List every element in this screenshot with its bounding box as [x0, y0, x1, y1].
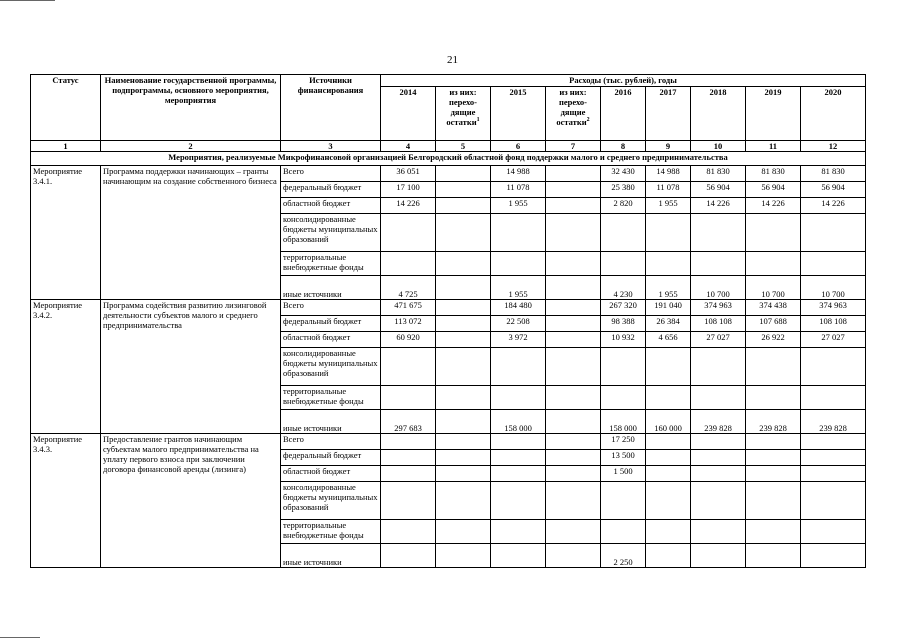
- amount-cell: [381, 544, 436, 568]
- year-2014-header: 2014: [381, 87, 436, 141]
- amount-cell: [601, 214, 646, 252]
- measure-status: Мероприятие 3.4.3.: [31, 434, 101, 568]
- year-2016-header: 2016: [601, 87, 646, 141]
- amount-cell: [546, 276, 601, 300]
- amount-cell: [546, 544, 601, 568]
- amount-cell: 22 508: [491, 316, 546, 332]
- amount-cell: 297 683: [381, 410, 436, 434]
- amount-cell: [436, 466, 491, 482]
- amount-cell: [381, 214, 436, 252]
- amount-cell: [381, 520, 436, 544]
- amount-cell: [491, 386, 546, 410]
- amount-cell: 1 955: [646, 198, 691, 214]
- amount-cell: [691, 450, 746, 466]
- amount-cell: [546, 434, 601, 450]
- amount-cell: [646, 520, 691, 544]
- funding-source: Всего: [281, 300, 381, 316]
- funding-source: областной бюджет: [281, 198, 381, 214]
- amount-cell: 11 078: [646, 182, 691, 198]
- amount-cell: [381, 252, 436, 276]
- funding-source: иные источники: [281, 544, 381, 568]
- amount-cell: [691, 386, 746, 410]
- amount-cell: [646, 450, 691, 466]
- amount-cell: 4 725: [381, 276, 436, 300]
- amount-cell: 374 438: [746, 300, 801, 316]
- amount-cell: 27 027: [801, 332, 866, 348]
- amount-cell: 1 955: [646, 276, 691, 300]
- budget-table: [30, 74, 866, 568]
- year-2015-header: 2015: [491, 87, 546, 141]
- amount-cell: 81 830: [746, 166, 801, 182]
- amount-cell: [546, 466, 601, 482]
- amount-cell: [491, 466, 546, 482]
- amount-cell: [601, 252, 646, 276]
- column-number: 7: [546, 141, 601, 152]
- amount-cell: 98 388: [601, 316, 646, 332]
- amount-cell: [491, 214, 546, 252]
- year-2017-header: 2017: [646, 87, 691, 141]
- amount-cell: [801, 434, 866, 450]
- amount-cell: [546, 300, 601, 316]
- amount-cell: 2 250: [601, 544, 646, 568]
- amount-cell: 10 932: [601, 332, 646, 348]
- amount-cell: 107 688: [746, 316, 801, 332]
- amount-cell: [801, 466, 866, 482]
- amount-cell: 81 830: [801, 166, 866, 182]
- amount-cell: [546, 332, 601, 348]
- funding-source: консолидированные бюджеты муниципальных образований: [281, 482, 381, 520]
- amount-cell: [546, 198, 601, 214]
- amount-cell: [646, 214, 691, 252]
- amount-cell: 26 384: [646, 316, 691, 332]
- column-number: 10: [691, 141, 746, 152]
- amount-cell: 108 108: [691, 316, 746, 332]
- amount-cell: [646, 482, 691, 520]
- amount-cell: 471 675: [381, 300, 436, 316]
- funding-source: территориальные внебюджетные фонды: [281, 520, 381, 544]
- amount-cell: 158 000: [491, 410, 546, 434]
- amount-cell: 56 904: [691, 182, 746, 198]
- funding-source: Всего: [281, 434, 381, 450]
- year-2020-header: 2020: [801, 87, 866, 141]
- amount-cell: [691, 520, 746, 544]
- amount-cell: 374 963: [801, 300, 866, 316]
- amount-cell: [381, 386, 436, 410]
- footnote-mark-2: 2: [586, 117, 590, 124]
- amount-cell: [646, 544, 691, 568]
- funding-source: федеральный бюджет: [281, 450, 381, 466]
- amount-cell: [691, 348, 746, 386]
- amount-cell: 108 108: [801, 316, 866, 332]
- amount-cell: [601, 482, 646, 520]
- section-title: Мероприятия, реализуемые Микрофинансовой организацией Белгородский областной фонд поддержки малого и среднего предпринимательства: [31, 152, 866, 166]
- funding-source: консолидированные бюджеты муниципальных образований: [281, 214, 381, 252]
- amount-cell: 2 820: [601, 198, 646, 214]
- amount-cell: [491, 482, 546, 520]
- amount-cell: 267 320: [601, 300, 646, 316]
- measure-status: Мероприятие 3.4.1.: [31, 166, 101, 300]
- amount-cell: [546, 410, 601, 434]
- amount-cell: 27 027: [691, 332, 746, 348]
- scan-edge-mark-bottom-left: [0, 637, 40, 638]
- amount-cell: 14 226: [801, 198, 866, 214]
- amount-cell: [691, 482, 746, 520]
- funding-source: федеральный бюджет: [281, 182, 381, 198]
- amount-cell: [491, 520, 546, 544]
- amount-cell: [436, 348, 491, 386]
- amount-cell: [801, 214, 866, 252]
- amount-cell: [546, 214, 601, 252]
- amount-cell: [436, 252, 491, 276]
- column-number: 6: [491, 141, 546, 152]
- funding-source: Всего: [281, 166, 381, 182]
- amount-cell: [601, 386, 646, 410]
- amount-cell: [746, 482, 801, 520]
- column-number: 8: [601, 141, 646, 152]
- section-row: [31, 152, 866, 166]
- column-number: 4: [381, 141, 436, 152]
- year-2019-header: 2019: [746, 87, 801, 141]
- column-number: 2: [101, 141, 281, 152]
- amount-cell: 36 051: [381, 166, 436, 182]
- amount-cell: [691, 466, 746, 482]
- amount-cell: [381, 348, 436, 386]
- amount-cell: 17 100: [381, 182, 436, 198]
- amount-cell: [546, 520, 601, 544]
- amount-cell: 11 078: [491, 182, 546, 198]
- funding-source: консолидированные бюджеты муниципальных образований: [281, 348, 381, 386]
- amount-cell: [801, 544, 866, 568]
- amount-cell: [801, 520, 866, 544]
- amount-cell: 14 988: [491, 166, 546, 182]
- amount-cell: [646, 252, 691, 276]
- amount-cell: [746, 544, 801, 568]
- amount-cell: [381, 450, 436, 466]
- amount-cell: 184 480: [491, 300, 546, 316]
- column-number-row: [31, 141, 866, 152]
- amount-cell: 160 000: [646, 410, 691, 434]
- funding-source: территориальные внебюджетные фонды: [281, 252, 381, 276]
- amount-cell: [546, 316, 601, 332]
- amount-cell: [646, 348, 691, 386]
- amount-cell: [381, 482, 436, 520]
- amount-cell: 26 922: [746, 332, 801, 348]
- amount-cell: 239 828: [801, 410, 866, 434]
- amount-cell: [436, 332, 491, 348]
- amount-cell: 113 072: [381, 316, 436, 332]
- amount-cell: 14 988: [646, 166, 691, 182]
- table-row: [31, 434, 866, 450]
- amount-cell: [691, 252, 746, 276]
- amount-cell: [436, 450, 491, 466]
- amount-cell: [436, 214, 491, 252]
- amount-cell: [436, 482, 491, 520]
- amount-cell: [436, 166, 491, 182]
- amount-cell: [546, 348, 601, 386]
- amount-cell: 14 226: [381, 198, 436, 214]
- amount-cell: [691, 544, 746, 568]
- measure-name: Программа содействия развитию лизинговой деятельности субъектов малого и среднего предпринимательства: [101, 300, 281, 434]
- amount-cell: [436, 520, 491, 544]
- column-number: 11: [746, 141, 801, 152]
- amount-cell: [546, 482, 601, 520]
- amount-cell: 81 830: [691, 166, 746, 182]
- amount-cell: 3 972: [491, 332, 546, 348]
- amount-cell: 1 955: [491, 276, 546, 300]
- measure-name: Программа поддержки начинающих – гранты начинающим на создание собственного бизнеса: [101, 166, 281, 300]
- amount-cell: [436, 198, 491, 214]
- amount-cell: [746, 520, 801, 544]
- amount-cell: [746, 348, 801, 386]
- table-row: [31, 166, 866, 182]
- column-number: 12: [801, 141, 866, 152]
- amount-cell: [601, 520, 646, 544]
- column-number: 9: [646, 141, 691, 152]
- amount-cell: [646, 386, 691, 410]
- measure-name: Предоставление грантов начинающим субъектам малого предпринимательства на уплату первого взноса при заключении договора финансовой аренды (лизинга): [101, 434, 281, 568]
- amount-cell: [746, 214, 801, 252]
- funding-source: территориальные внебюджетные фонды: [281, 386, 381, 410]
- amount-cell: [436, 300, 491, 316]
- funding-source: иные источники: [281, 276, 381, 300]
- transit-balance-header-1: из них: перехо-дящие остатки$^1$: [436, 87, 491, 141]
- funding-source: областной бюджет: [281, 332, 381, 348]
- amount-cell: 4 230: [601, 276, 646, 300]
- amount-cell: 32 430: [601, 166, 646, 182]
- amount-cell: 56 904: [801, 182, 866, 198]
- amount-cell: 1 500: [601, 466, 646, 482]
- amount-cell: [646, 434, 691, 450]
- status-header: Статус: [31, 75, 101, 141]
- column-number: 3: [281, 141, 381, 152]
- table-row: [31, 300, 866, 316]
- amount-cell: [436, 276, 491, 300]
- amount-cell: [491, 348, 546, 386]
- amount-cell: 10 700: [746, 276, 801, 300]
- column-number: 1: [31, 141, 101, 152]
- amount-cell: [546, 450, 601, 466]
- footnote-mark-1: 1: [476, 117, 480, 124]
- amount-cell: 158 000: [601, 410, 646, 434]
- name-header: Наименование государственной программы, подпрограммы, основного мероприятия, мероприятия: [101, 75, 281, 141]
- amount-cell: 14 226: [691, 198, 746, 214]
- amount-cell: 239 828: [691, 410, 746, 434]
- amount-cell: [546, 182, 601, 198]
- amount-cell: 191 040: [646, 300, 691, 316]
- amount-cell: 17 250: [601, 434, 646, 450]
- amount-cell: 1 955: [491, 198, 546, 214]
- amount-cell: 10 700: [801, 276, 866, 300]
- column-number: 5: [436, 141, 491, 152]
- page-number: 21: [447, 54, 458, 66]
- amount-cell: [746, 386, 801, 410]
- scan-edge-mark-top-left: [0, 0, 55, 1]
- amount-cell: [646, 466, 691, 482]
- amount-cell: [491, 544, 546, 568]
- amount-cell: 25 380: [601, 182, 646, 198]
- amount-cell: 374 963: [691, 300, 746, 316]
- amount-cell: [746, 434, 801, 450]
- amount-cell: [801, 386, 866, 410]
- sources-header: Источники финансирования: [281, 75, 381, 141]
- amount-cell: [801, 252, 866, 276]
- year-2018-header: 2018: [691, 87, 746, 141]
- amount-cell: [381, 434, 436, 450]
- funding-source: федеральный бюджет: [281, 316, 381, 332]
- amount-cell: [691, 214, 746, 252]
- amount-cell: [436, 316, 491, 332]
- amount-cell: [436, 544, 491, 568]
- amount-cell: [436, 434, 491, 450]
- amount-cell: [801, 348, 866, 386]
- amount-cell: [546, 386, 601, 410]
- amount-cell: [801, 482, 866, 520]
- amount-cell: 60 920: [381, 332, 436, 348]
- amount-cell: 4 656: [646, 332, 691, 348]
- amount-cell: [546, 166, 601, 182]
- amount-cell: 13 500: [601, 450, 646, 466]
- amount-cell: [601, 348, 646, 386]
- transit-balance-header-2: из них: перехо-дящие остатки$^2$: [546, 87, 601, 141]
- amount-cell: 10 700: [691, 276, 746, 300]
- amount-cell: [381, 466, 436, 482]
- amount-cell: [436, 386, 491, 410]
- amount-cell: [436, 182, 491, 198]
- amount-cell: [491, 252, 546, 276]
- amount-cell: [746, 252, 801, 276]
- amount-cell: [691, 434, 746, 450]
- expenses-header: Расходы (тыс. рублей), годы: [381, 75, 866, 87]
- header-row-1: [31, 75, 866, 87]
- funding-source: иные источники: [281, 410, 381, 434]
- measure-status: Мероприятие 3.4.2.: [31, 300, 101, 434]
- amount-cell: [491, 450, 546, 466]
- amount-cell: 56 904: [746, 182, 801, 198]
- amount-cell: [491, 434, 546, 450]
- amount-cell: [546, 252, 601, 276]
- amount-cell: [746, 450, 801, 466]
- amount-cell: 239 828: [746, 410, 801, 434]
- budget-body: [31, 166, 866, 568]
- amount-cell: 14 226: [746, 198, 801, 214]
- amount-cell: [801, 450, 866, 466]
- amount-cell: [746, 466, 801, 482]
- funding-source: областной бюджет: [281, 466, 381, 482]
- amount-cell: [436, 410, 491, 434]
